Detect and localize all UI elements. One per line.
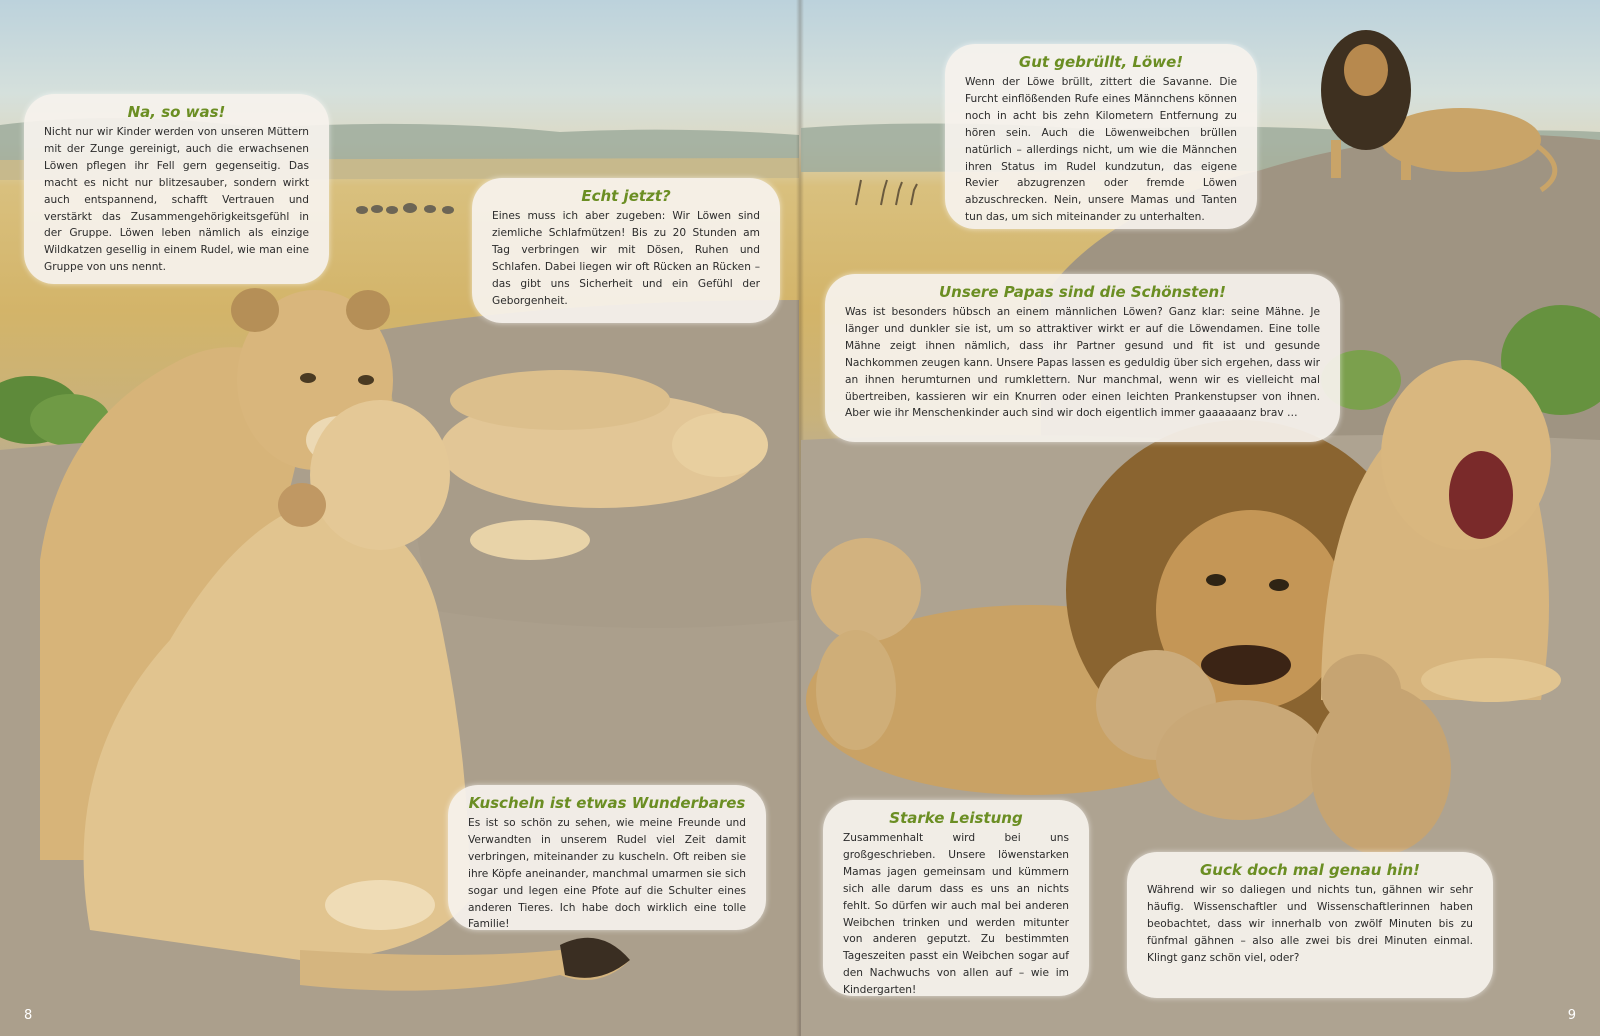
box-text: Wenn der Löwe brüllt, zittert die Savanne. Die Furcht einflößenden Rufe eines Männchens können noch in acht bis zehn Kilometern Entfernung zu hören sein. Auch die Löwenweibchen brüllen natürlich – allerdings nicht, um wie die Männchen ihren Status im Rudel kundzutun, das eigene Revier abzugrenzen oder fremde Löwen abzuschrecken. Nein, unsere Mamas und Tanten tun das, um sich miteinander zu unterhalten. — [965, 76, 1237, 224]
page-number: 8 — [24, 1008, 33, 1023]
box-text: Während wir so daliegen und nichts tun, gähnen wir sehr häufig. Wissenschaftler und Wissenschaftlerinnen haben beobachtet, dass wir innerhalb von zwölf Minuten bis zu fünfmal gähnen – also alle zwei bis drei Minuten einmal. Klingt ganz schön viel, oder? — [1147, 884, 1473, 964]
box-title: Echt jetzt? — [581, 187, 671, 205]
info-box-guck-doch-mal — [1127, 852, 1493, 998]
giraffe-group — [856, 180, 917, 205]
elephant-herd — [356, 203, 454, 214]
box-title: Kuscheln ist etwas Wunderbares — [468, 794, 746, 812]
box-title: Gut gebrüllt, Löwe! — [1018, 53, 1184, 71]
left-page — [0, 0, 799, 1036]
box-text: Nicht nur wir Kinder werden von unseren Müttern mit der Zunge gereinigt, auch die erwachsenen Löwen pflegen ihr Fell gern gegenseitig. Das macht es nicht nur blitzesauber, sondern wirkt auch entspannend, schafft Vertrauen und verstärkt das Zusammengehörigkeitsgefühl in der Gruppe. Löwen leben nämlich als einzige Wildkatzen gesellig in einem Rudel, wie man eine Gruppe von uns nennt. — [44, 126, 309, 274]
info-box-na-so-was — [24, 94, 329, 284]
info-box-starke-leistung — [823, 800, 1089, 996]
page-number: 9 — [1567, 1008, 1576, 1023]
right-page — [801, 0, 1600, 1036]
box-text: Zusammenhalt wird bei uns großgeschrieben. Unsere löwenstarken Mamas jagen gemeinsam und kümmern sich alle darum dass es uns an nichts fehlt. So dürfen wir auch mal bei anderen Weibchen trinken und werden mitunter von anderen geputzt. Zu bestimmten Tageszeiten passt ein Weibchen sogar auf den Nachwuchs von allen auf – wie im Kindergarten! — [843, 832, 1069, 997]
box-title: Guck doch mal genau hin! — [1200, 861, 1420, 879]
info-box-gut-gebruellt — [945, 44, 1257, 229]
box-title: Unsere Papas sind die Schönsten! — [938, 283, 1227, 301]
info-box-papas — [825, 274, 1340, 442]
box-text: Was ist besonders hübsch an einem männlichen Löwen? Ganz klar: seine Mähne. Je länger und dunkler sie ist, um so attraktiver wirkt er auf die Löwendamen. Eine tolle Mähne zeigt ihnen nämlich, dass ihr Partner gesund und fit ist und gesunde Nachkommen zeugen kann. Unsere Papas lassen es geduldig über sich ergehen, dass wir an ihnen herumturnen und rumklettern. Nur manchmal, wenn wir es vielleicht mal übertreiben, kassieren wir ein Knurren oder einen leichten Prankenstupser von ihnen. Aber wie ihr Menschenkinder auch sind wir doch eigentlich immer gaaaaaanz brav … — [845, 306, 1320, 420]
box-title: Na, so was! — [127, 103, 226, 121]
info-box-kuscheln — [448, 785, 766, 930]
box-text: Eines muss ich aber zugeben: Wir Löwen sind ziemliche Schlafmützen! Bis zu 20 Stunden am Tag verbringen wir mit Dösen, Ruhen und Schlafen. Dabei liegen wir oft Rücken an Rücken – das gibt uns Sicherheit und ein Gefühl der Geborgenheit. — [492, 210, 760, 307]
box-text: Es ist so schön zu sehen, wie meine Freunde und Verwandten in unserem Rudel viel Zeit damit verbringen, miteinander zu kuscheln. Oft reiben sie ihre Köpfe aneinander, manchmal umarmen sie sich sogar und legen eine Pfote auf die Schulter eines anderen Tieres. Ich habe doch wirklich eine tolle Familie! — [468, 817, 746, 931]
info-box-echt-jetzt — [472, 178, 780, 323]
box-title: Starke Leistung — [889, 809, 1023, 827]
